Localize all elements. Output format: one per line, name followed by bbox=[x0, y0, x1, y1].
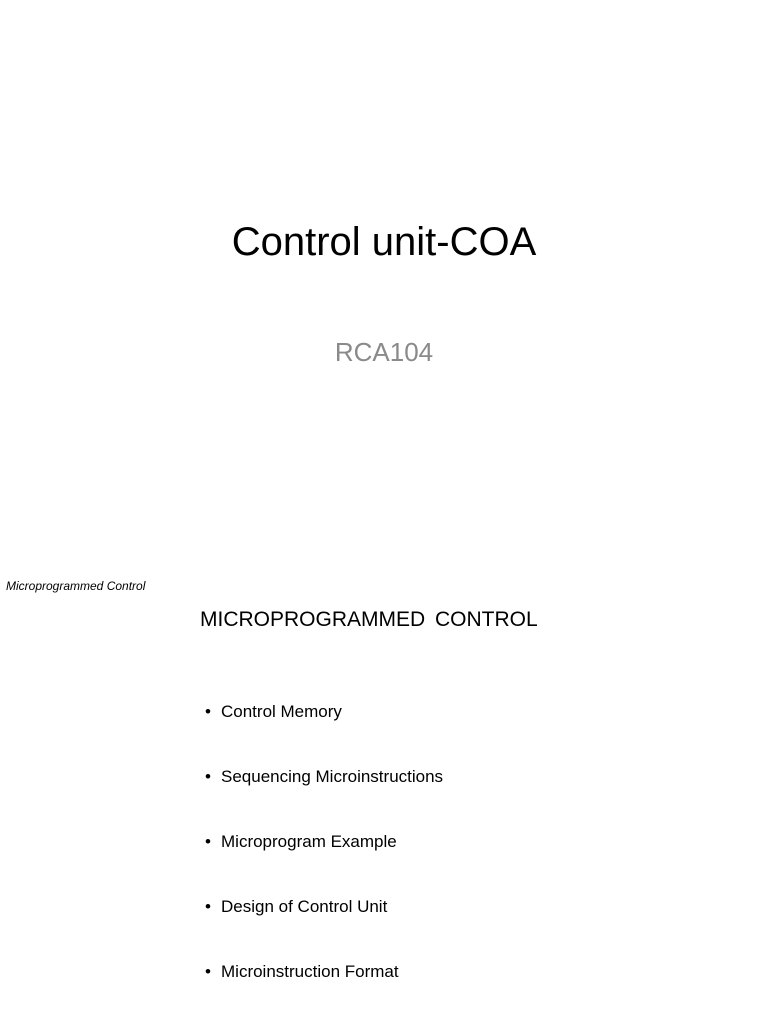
bullet-list bbox=[205, 700, 443, 1025]
list-item-text: Microprogram Example bbox=[221, 832, 397, 851]
list-item-text: Microinstruction Format bbox=[221, 962, 399, 981]
bullet-icon: • bbox=[205, 832, 211, 851]
bullet-icon: • bbox=[205, 897, 211, 916]
list-item bbox=[205, 765, 443, 789]
section-title: MICROPROGRAMMED CONTROL bbox=[200, 608, 538, 631]
slide-header-note: Microprogrammed Control bbox=[6, 579, 146, 593]
list-item bbox=[205, 895, 443, 919]
content-slide bbox=[0, 576, 768, 1024]
list-item-text: Sequencing Microinstructions bbox=[221, 767, 444, 786]
list-item bbox=[205, 700, 443, 724]
bullet-icon: • bbox=[205, 767, 211, 786]
list-item-text: Design of Control Unit bbox=[221, 897, 388, 916]
list-item bbox=[205, 960, 443, 984]
bullet-icon: • bbox=[205, 962, 211, 981]
list-item-text: Control Memory bbox=[221, 702, 342, 721]
bullet-icon: • bbox=[205, 702, 211, 721]
list-item bbox=[205, 830, 443, 854]
slide-subtitle: RCA104 bbox=[334, 337, 434, 367]
slide-title: Control unit-COA bbox=[231, 220, 537, 264]
